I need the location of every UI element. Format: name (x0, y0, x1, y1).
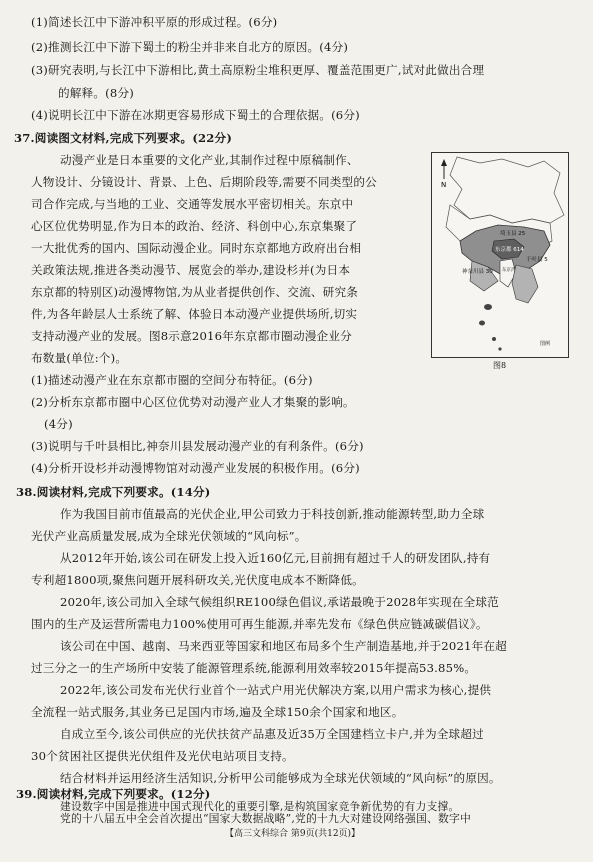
q38-passage-line: 全流程一站式服务,其业务已足国内市场,遍及全球150余个国家和地区。 (31, 705, 404, 719)
figure-8-map (431, 152, 569, 358)
map-label-saitama: 埼玉县 25 (500, 231, 526, 237)
q37-sub-1: (1)描述动漫产业在东京都市圈的空间分布特征。(6分) (31, 373, 313, 387)
island (479, 321, 485, 326)
chiba-peninsula (512, 265, 538, 303)
q36-sub-1: (1)简述长江中下游冲积平原的形成过程。(6分) (31, 15, 278, 29)
q37-passage-line: 一大批优秀的国内、国际动漫企业。同时东京都地方政府出台相 (31, 241, 362, 255)
q37-sub-2: (2)分析东京都市圈中心区位优势对动漫产业人才集聚的影响。 (31, 395, 355, 409)
q37-sub-3: (3)说明与千叶县相比,神奈川县发展动漫产业的有利条件。(6分) (31, 439, 364, 453)
q38-passage-line: 自成立至今,该公司供应的光伏扶贫产品惠及近35万全国建档立卡户,并为全球超过 (60, 727, 484, 741)
island (484, 304, 492, 310)
island (492, 337, 496, 341)
map-label-bay: 东京湾 (502, 268, 516, 273)
map-label-chiba: 千叶县 5 (526, 257, 548, 263)
q39-passage-line: 党的十八届五中全会首次提出“国家大数据战略”,党的十九大对建设网络强国、数字中 (60, 812, 471, 825)
q38-passage-line: 2020年,该公司加入全球气候组织RE100绿色倡议,承诺最晚于2028年实现在全球范 (60, 595, 499, 609)
q38-heading: 38.阅读材料,完成下列要求。(14分) (16, 485, 211, 499)
page-footer: 【高三文科综合 第9页(共12页)】 (225, 829, 361, 839)
q38-passage-line: 从2012年开始,该公司在研发上投入近160亿元,目前拥有超过千人的研发团队,持有 (60, 551, 491, 565)
q39-passage-line: 建设数字中国是推进中国式现代化的重要引擎,是构筑国家竞争新优势的有力支撑。 (60, 800, 460, 813)
map-drawing (432, 153, 568, 357)
q37-passage-line: 件,为各年龄层人士系统了解、体验日本动漫产业提供场所,切实 (31, 307, 358, 321)
q37-passage-line: 关政策法规,推进各类动漫节、展览会的举办,建设杉并(为日本 (31, 263, 351, 277)
q37-passage-line: 支持动漫产业的发展。图8示意2016年东京都市圈动漫企业分 (31, 329, 352, 343)
q37-passage-line: 布数量(单位:个)。 (31, 351, 128, 365)
island (498, 347, 501, 350)
q37-passage-line: 东京都的特别区)动漫博物馆,为从业者提供创作、交流、研究条 (31, 285, 359, 299)
q36-sub-3-cont: 的解释。(8分) (58, 86, 134, 100)
q37-passage-line: 人物设计、分镜设计、背景、上色、后期阶段等,需要不同类型的公 (31, 175, 377, 189)
map-label-legend: 图例 (540, 341, 551, 347)
q38-passage-line: 2022年,该公司发布光伏行业首个一站式户用光伏解决方案,以用户需求为核心,提供 (60, 683, 492, 697)
q36-sub-3: (3)研究表明,与长江中下游相比,黄土高原粉尘堆积更厚、覆盖范围更广,试对此做出合理 (31, 63, 485, 77)
q36-sub-2: (2)推测长江中下游下蜀土的粉尘并非来自北方的原因。(4分) (31, 40, 349, 54)
q39-heading: 39.阅读材料,完成下列要求。(12分) (16, 787, 211, 801)
q38-passage-line: 作为我国目前市值最高的光伏企业,甲公司致力于科技创新,推动能源转型,助力全球 (60, 507, 485, 521)
map-label-tokyo: 东京都 614 (495, 247, 524, 253)
q38-passage-line: 结合材料并运用经济生活知识,分析甲公司能够成为全球光伏领域的“风向标”的原因。 (60, 771, 501, 785)
q37-sub-4: (4)分析开设杉并动漫博物馆对动漫产业发展的积极作用。(6分) (31, 461, 360, 475)
q37-heading: 37.阅读图文材料,完成下列要求。(22分) (14, 131, 233, 145)
q38-passage-line: 光伏产业高质量发展,成为全球光伏领域的“风向标”。 (31, 529, 307, 543)
q37-passage-line: 司合作完成,与当地的工业、交通等发展水平密切相关。东京中 (31, 197, 354, 211)
q37-passage-line: 心区位优势明显,作为日本的政治、经济、科创中心,东京集聚了 (31, 219, 358, 233)
q38-passage-line: 过三分之一的生产场所中安装了能源管理系统,能源利用效率较2015年提高53.85%。 (31, 661, 477, 675)
q37-passage-line: 动漫产业是日本重要的文化产业,其制作过程中原稿制作、 (60, 153, 359, 167)
q38-passage-line: 围内的生产及运营所需电力100%使用可再生能源,并率先发布《绿色供应链减碳倡议》。 (31, 617, 488, 631)
q37-sub-2-cont: (4分) (44, 417, 73, 431)
q38-passage-line: 该公司在中国、越南、马来西亚等国家和地区布局多个生产制造基地,并于2021年在超 (60, 639, 507, 653)
q38-passage-line: 30个贫困社区提供光伏组件及光伏电站项目支持。 (31, 749, 294, 763)
north-arrow-icon (441, 159, 447, 189)
map-outline-north (450, 157, 564, 223)
figure-caption: 图8 (493, 361, 507, 370)
map-label-north: N (441, 181, 447, 189)
q36-sub-4: (4)说明长江中下游在冰期更容易形成下蜀土的合理依据。(6分) (31, 108, 360, 122)
map-label-kanagawa: 神奈川县 30 (462, 269, 493, 275)
q38-passage-line: 专利超1800项,聚焦问题开展科研攻关,光伏度电成本不断降低。 (31, 573, 364, 587)
